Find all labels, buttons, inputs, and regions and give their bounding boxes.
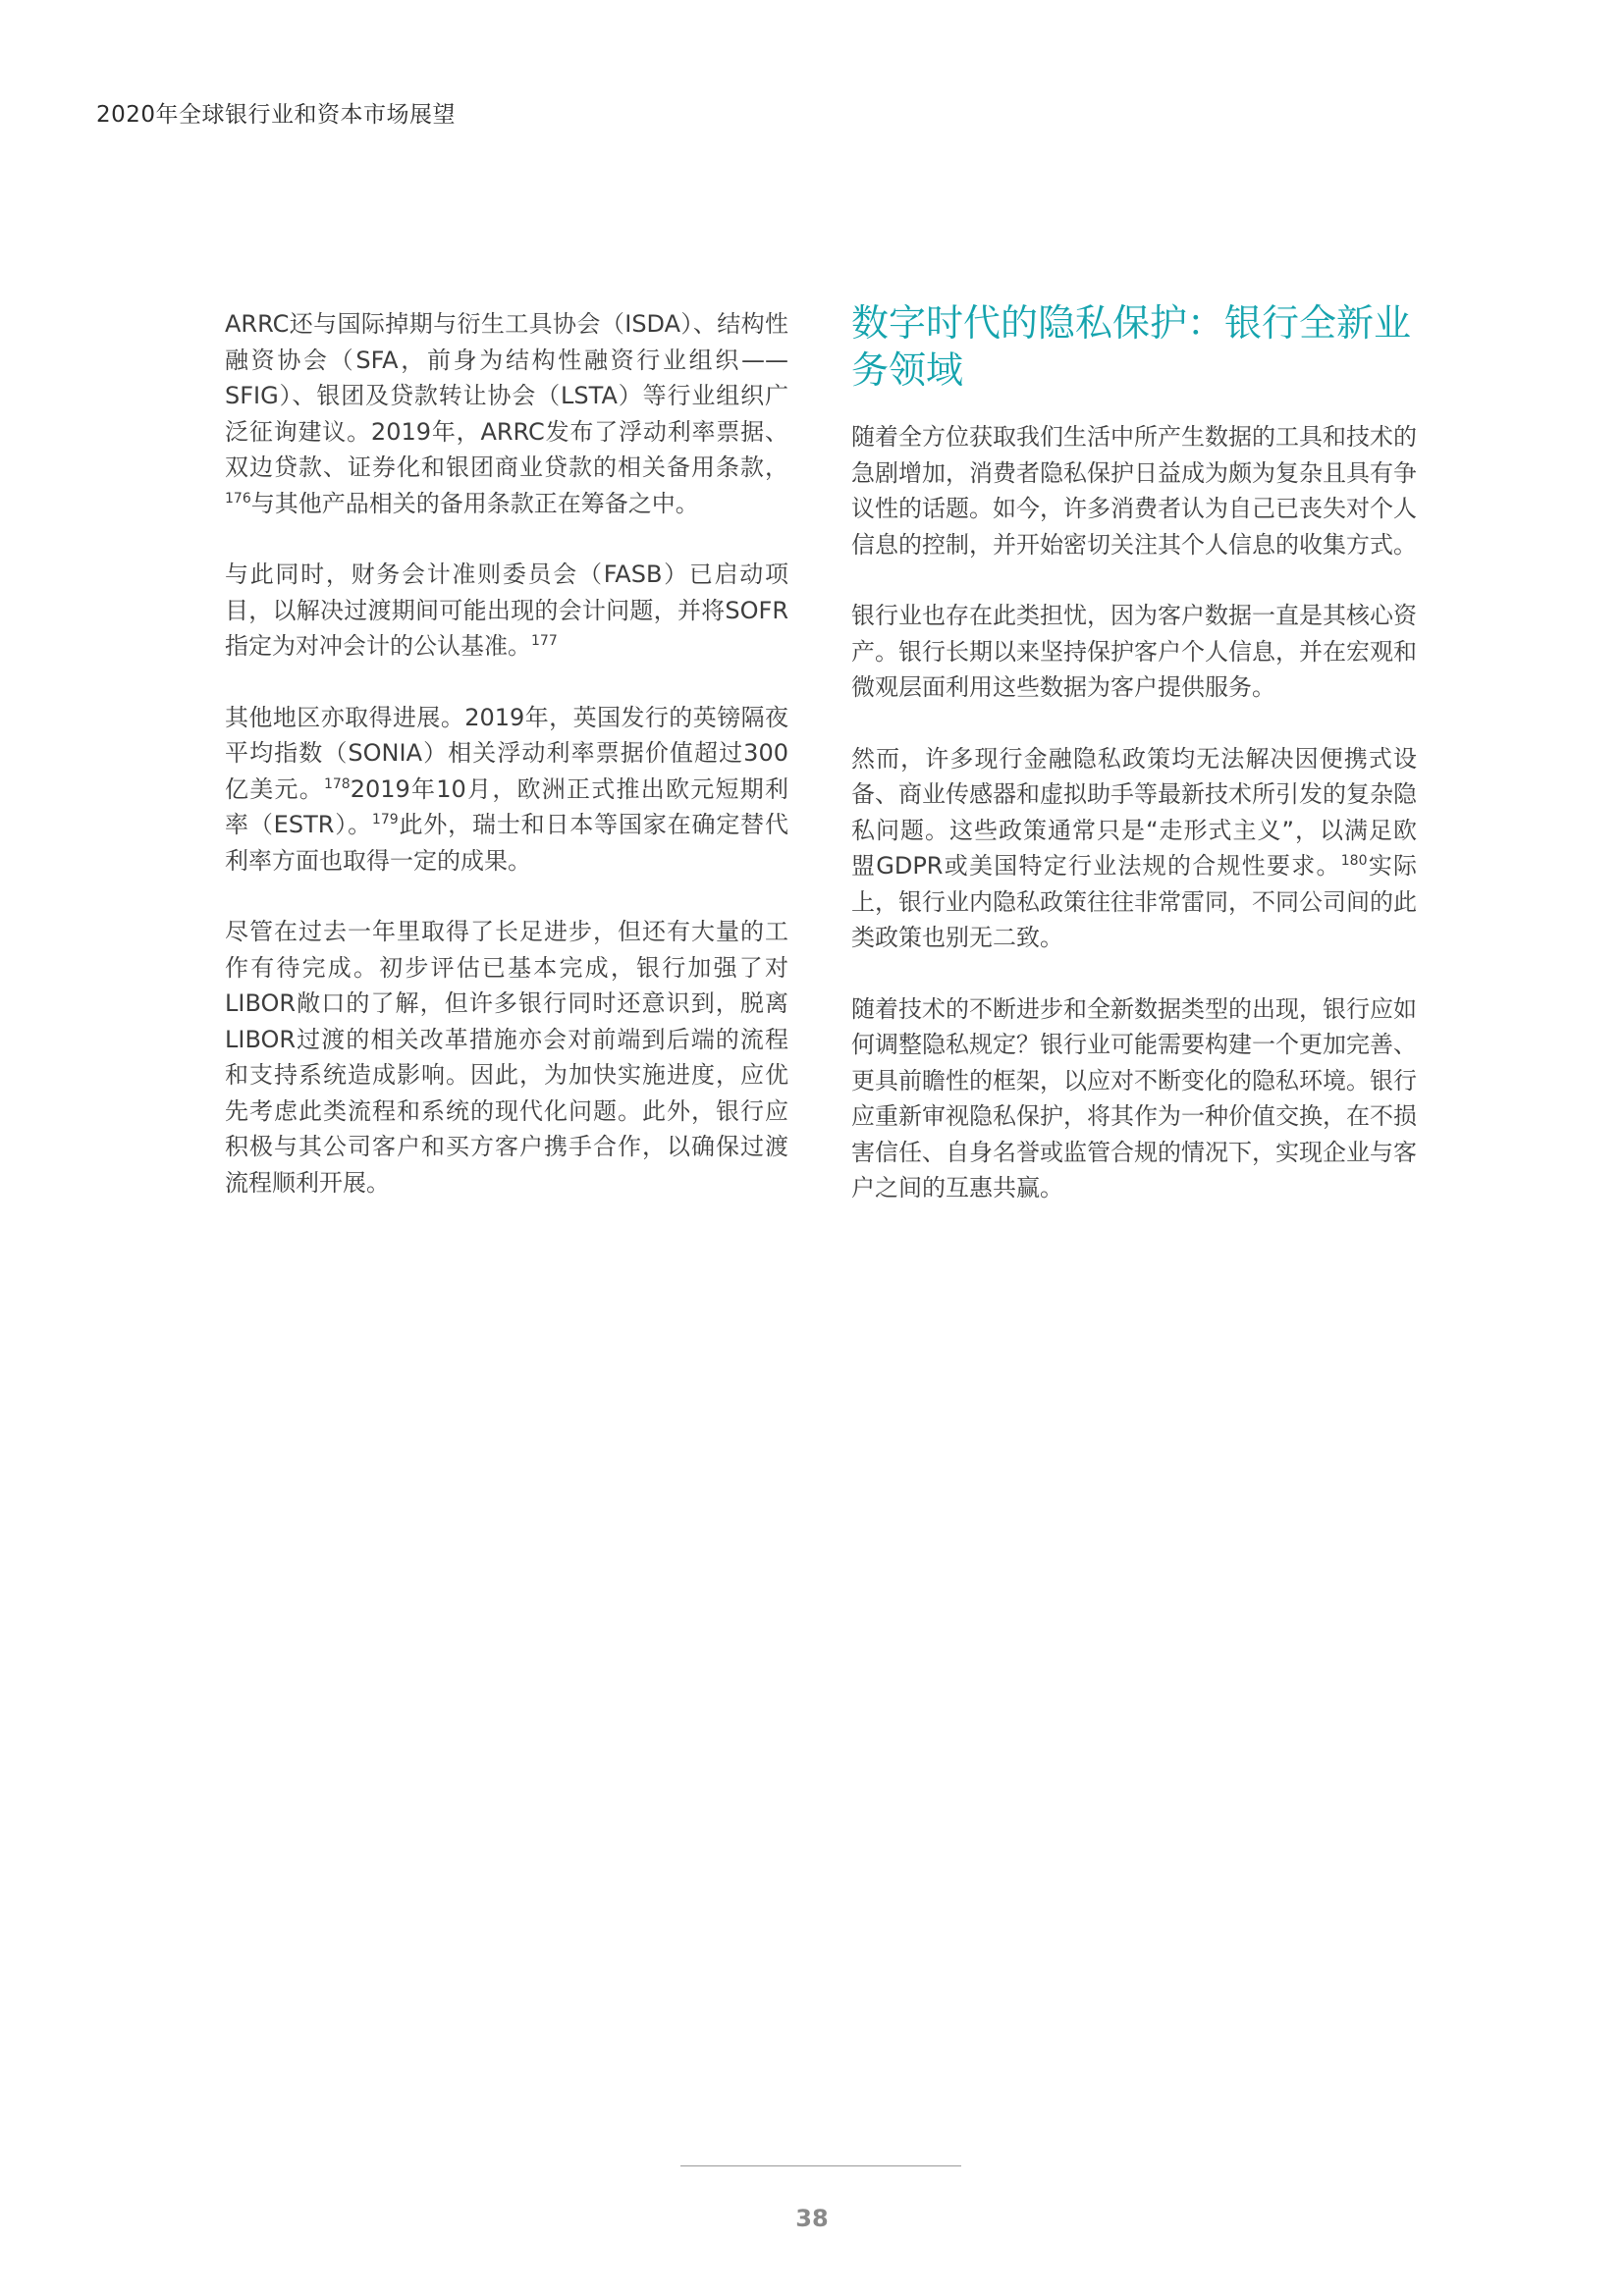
footnote-ref-176[interactable]: 176: [225, 490, 251, 507]
right-paragraph-4: 随着技术的不断进步和全新数据类型的出现，银行应如何调整隐私规定？银行业可能需要构建一个更加完善、更具前瞻性的框架，以应对不断变化的隐私环境。银行应重新审视隐私保护，将其作为一种价值交换，在不损害信任、自身名誉或监管合规的情况下，实现企业与客户之间的互惠共赢。: [851, 994, 1417, 1201]
section-heading: 数字时代的隐私保护：银行全新业务领域: [851, 301, 1412, 392]
right-paragraph-3: [851, 741, 1417, 956]
left-p3-text: 其他地区亦取得进展。2019年，英国发行的英镑隔夜平均指数（SONIA）相关浮动利率票据价值超过300亿美元。: [225, 703, 788, 803]
right-p3-text: 然而，许多现行金融隐私政策均无法解决因便携式设备、商业传感器和虚拟助手等最新技术所引发的复杂隐私问题。这些政策通常只是“走形式主义”，以满足欧盟GDPR或美国特定行业法规的合规性要求。: [851, 744, 1417, 880]
footnote-ref-179[interactable]: 179: [371, 812, 399, 828]
left-paragraph-1: [225, 306, 788, 521]
footnote-ref-177[interactable]: 177: [531, 633, 558, 649]
left-p2-text: 与此同时，财务会计准则委员会（FASB）已启动项目，以解决过渡期间可能出现的会计问题，并将SOFR指定为对冲会计的公认基准。: [225, 561, 788, 660]
left-paragraph-2: [225, 557, 788, 665]
left-paragraph-4: 尽管在过去一年里取得了长足进步，但还有大量的工作有待完成。初步评估已基本完成，银行加强了对LIBOR敞口的了解，但许多银行同时还意识到，脱离LIBOR过渡的相关改革措施亦会对前端到后端的流程和支持系统造成影响。因此，为加快实施进度，应优先考虑此类流程和系统的现代化问题。此外，银行应积极与其公司客户和买方客户携手合作，以确保过渡流程顺利开展。: [225, 918, 788, 1197]
left-p3-tail: 此外，瑞士和日本等国家在确定替代利率方面也取得一定的成果。: [225, 811, 789, 875]
running-header: 2020年全球银行业和资本市场展望: [96, 102, 457, 128]
right-paragraph-2: 银行业也存在此类担忧，因为客户数据一直是其核心资产。银行长期以来坚持保护客户个人信息，并在宏观和微观层面利用这些数据为客户提供服务。: [851, 602, 1417, 701]
right-p3-tail: 实际上，银行业内隐私政策往往非常雷同，不同公司间的此类政策也别无二致。: [851, 852, 1418, 951]
left-p3-mid: 2019年10月，欧洲正式推出欧元短期利率（ESTR）。: [225, 774, 788, 838]
right-paragraph-1: 随着全方位获取我们生活中所产生数据的工具和技术的急剧增加，消费者隐私保护日益成为颇为复杂且具有争议性的话题。如今，许多消费者认为自己已丧失对个人信息的控制，并开始密切关注其个人信息的收集方式。: [851, 423, 1417, 559]
footnote-ref-180[interactable]: 180: [1340, 853, 1368, 869]
left-column: [225, 306, 788, 1236]
footnote-ref-178[interactable]: 178: [323, 775, 351, 792]
page-number: 38: [795, 2205, 829, 2232]
left-paragraph-3: [225, 700, 788, 880]
left-p1-tail: 与其他产品相关的备用条款正在筹备之中。: [250, 489, 699, 517]
left-p1-text: ARRC还与国际掉期与衍生工具协会（ISDA）、结构性融资协会（SFA，前身为结构性融资行业组织——SFIG）、银团及贷款转让协会（LSTA）等行业组织广泛征询建议。2019年，ARRC发布了浮动利率票据、双边贷款、证券化和银团商业贷款的相关备用条款，: [225, 310, 788, 481]
footer-divider: [680, 2165, 961, 2166]
right-column: [851, 299, 1417, 1242]
